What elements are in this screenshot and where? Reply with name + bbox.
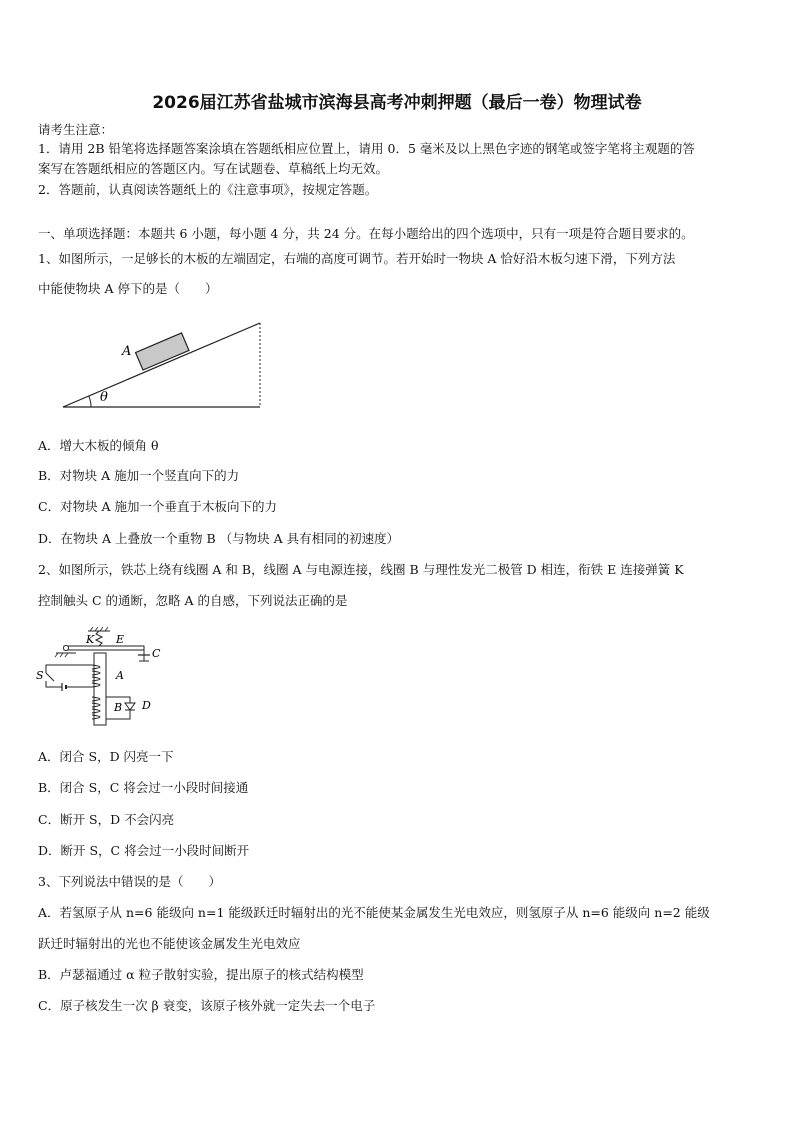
label-d: D — [142, 699, 151, 712]
q1-stem-line-1: 1、如图所示，一足够长的木板的左端固定，右端的高度可调节。若开始时一物块 A 恰好沿木板匀速下滑，下列方法 — [38, 251, 676, 266]
q3-option-b[interactable]: B．卢瑟福通过 α 粒子散射实验，提出原子的核式结构模型 — [38, 967, 364, 982]
q1-incline-figure — [55, 315, 270, 415]
q2-stem-line-2: 控制触头 C 的通断，忽略 A 的自感，下列说法正确的是 — [38, 593, 348, 608]
label-s: S — [36, 669, 44, 682]
q2-option-d[interactable]: D．断开 S，C 将会过一小段时间断开 — [38, 843, 250, 858]
q3-option-a-line-1[interactable]: A．若氢原子从 n=6 能级向 n=1 能级跃迁时辐射出的光不能使某金属发生光电效应，则氢原子从 n=6 能级向 n=2 能级 — [38, 905, 710, 920]
incline-board-line — [63, 323, 260, 407]
spring-k-shape — [96, 631, 102, 646]
section-1-heading: 一、单项选择题：本题共 6 小题，每小题 4 分，共 24 分。在每小题给出的四个选项中，只有一项是符合题目要求的。 — [38, 226, 694, 241]
switch-s-shape — [46, 673, 54, 681]
diode-d-shape — [125, 703, 135, 710]
angle-arc — [89, 396, 91, 407]
q1-option-a[interactable]: A．增大木板的倾角 θ — [38, 438, 159, 453]
q1-stem-line-2: 中能使物块 A 停下的是（ ） — [38, 281, 218, 296]
notice-item-1-line-2: 案写在答题纸相应的答题区内。写在试题卷、草稿纸上均无效。 — [38, 161, 389, 176]
q1-option-d[interactable]: D．在物块 A 上叠放一个重物 B （与物块 A 具有相同的初速度） — [38, 531, 400, 546]
block-a-label: A — [122, 344, 132, 359]
q2-option-a[interactable]: A．闭合 S，D 闪亮一下 — [38, 749, 174, 764]
notice-heading: 请考生注意： — [38, 122, 114, 137]
label-e: E — [116, 633, 125, 646]
q2-stem-line-1: 2、如图所示，铁芯上绕有线圈 A 和 B，线圈 A 与电源连接，线圈 B 与理性发光二极管 D 相连，衔铁 E 连接弹簧 K — [38, 562, 684, 577]
notice-item-2: 2．答题前，认真阅读答题纸上的《注意事项》，按规定答题。 — [38, 182, 378, 197]
label-k: K — [86, 633, 95, 646]
label-c: C — [152, 647, 161, 660]
notice-item-1-line-1: 1．请用 2B 铅笔将选择题答案涂填在答题纸相应位置上，请用 0．5 毫米及以上黑色字迹的钢笔或签字笔将主观题的答 — [38, 141, 695, 156]
angle-theta-label: θ — [100, 390, 108, 405]
q1-option-b[interactable]: B．对物块 A 施加一个竖直向下的力 — [38, 468, 240, 483]
armature-e-shape — [64, 646, 144, 650]
q3-option-c[interactable]: C．原子核发生一次 β 衰变，该原子核外就一定失去一个电子 — [38, 998, 376, 1013]
page-title: 2026届江苏省盐城市滨海县高考冲刺押题（最后一卷）物理试卷 — [152, 93, 642, 113]
q1-option-c[interactable]: C．对物块 A 施加一个垂直于木板向下的力 — [38, 499, 278, 514]
iron-core-shape — [94, 653, 106, 725]
label-a: A — [116, 669, 124, 682]
label-b: B — [114, 701, 123, 714]
q3-stem: 3、下列说法中错误的是（ ） — [38, 874, 221, 889]
q2-relay-circuit-figure — [36, 625, 166, 730]
q3-option-a-line-2[interactable]: 跃迁时辐射出的光也不能使该金属发生光电效应 — [38, 936, 301, 951]
q2-option-b[interactable]: B．闭合 S，C 将会过一小段时间接通 — [38, 780, 249, 795]
q2-option-c[interactable]: C．断开 S，D 不会闪亮 — [38, 812, 175, 827]
